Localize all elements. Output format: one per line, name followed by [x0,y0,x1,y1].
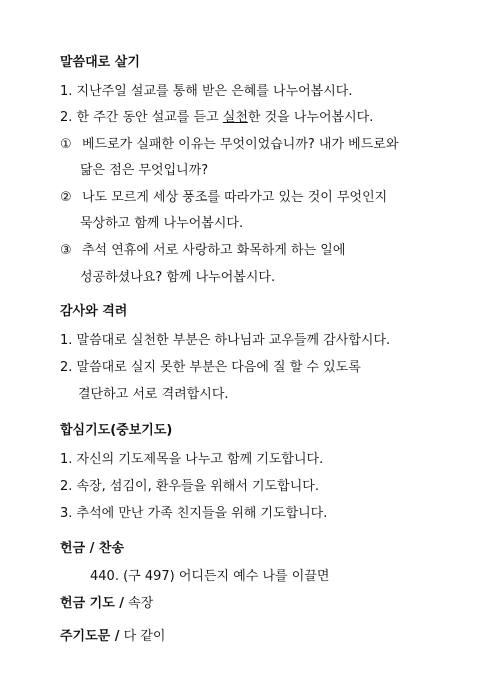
question-2 [60,109,373,127]
sub-question-1-line1: 베드로가 실패한 이유는 무엇이었습니까? 내가 베드로와 [82,137,399,152]
sub-question-2-line1: 나도 모르게 세상 풍조를 따라가고 있는 것이 무엇인지 [82,190,388,205]
question-1: 1. 지난주일 설교를 통해 받은 은혜를 나누어봅시다. [60,84,353,99]
thanks-item-1: 1. 말씀대로 실천한 부분은 하나님과 교우들께 감사합시다. [60,333,391,348]
circled-number-3: ③ [60,243,72,258]
circled-number-2: ② [60,190,72,205]
prayer-item-3: 3. 추석에 만난 가족 친지들을 위해 기도합니다. [60,506,328,521]
sub-question-1-line2: 닮은 점은 무엇입니까? [80,163,209,178]
thanks-item-2: 2. 말씀대로 실지 못한 부분은 다음에 질 할 수 있도록 [60,360,361,375]
lords-prayer-line [60,628,165,646]
question-2-start: 2. 한 주간 동안 설교를 듣고 [60,110,223,125]
practice-underlined: 실천 [222,110,248,125]
circled-number-1: ① [60,137,72,152]
heading-thanks-encouragement: 감사와 격려 [60,304,128,319]
lords-prayer-all: 다 같이 [119,629,166,644]
heading-living-by-word: 말씀대로 살기 [60,55,140,70]
offering-prayer-line [60,595,153,613]
heading-offering-hymn: 헌금 / 찬송 [60,541,125,556]
prayer-item-1: 1. 자신의 기도제목을 나누고 함께 기도합니다. [60,452,324,467]
sub-question-3 [60,242,345,260]
prayer-item-2: 2. 속장, 섬김이, 환우들을 위해서 기도합니다. [60,479,319,494]
sub-question-3-line1: 추석 연휴에 서로 사랑하고 화목하게 하는 일에 [82,243,346,258]
hymn-title: 440. (구 497) 어디든지 예수 나를 이끌면 [90,569,330,584]
question-2-end: 한 것을 나누어봅시다. [247,110,374,125]
heading-united-prayer: 합심기도(중보기도) [60,423,173,438]
thanks-item-2-line2: 결단하고 서로 격려합시다. [78,387,229,402]
sub-question-3-line2: 성공하셨나요? 함께 나누어봅시다. [80,270,276,285]
sub-question-2 [60,189,387,207]
sub-question-1 [60,136,398,154]
sub-question-2-line2: 묵상하고 함께 나누어봅시다. [80,216,244,231]
offering-prayer-leader: 속장 [124,596,154,611]
offering-prayer-heading: 헌금 기도 / [60,596,125,611]
lords-prayer-heading: 주기도문 / [60,629,120,644]
